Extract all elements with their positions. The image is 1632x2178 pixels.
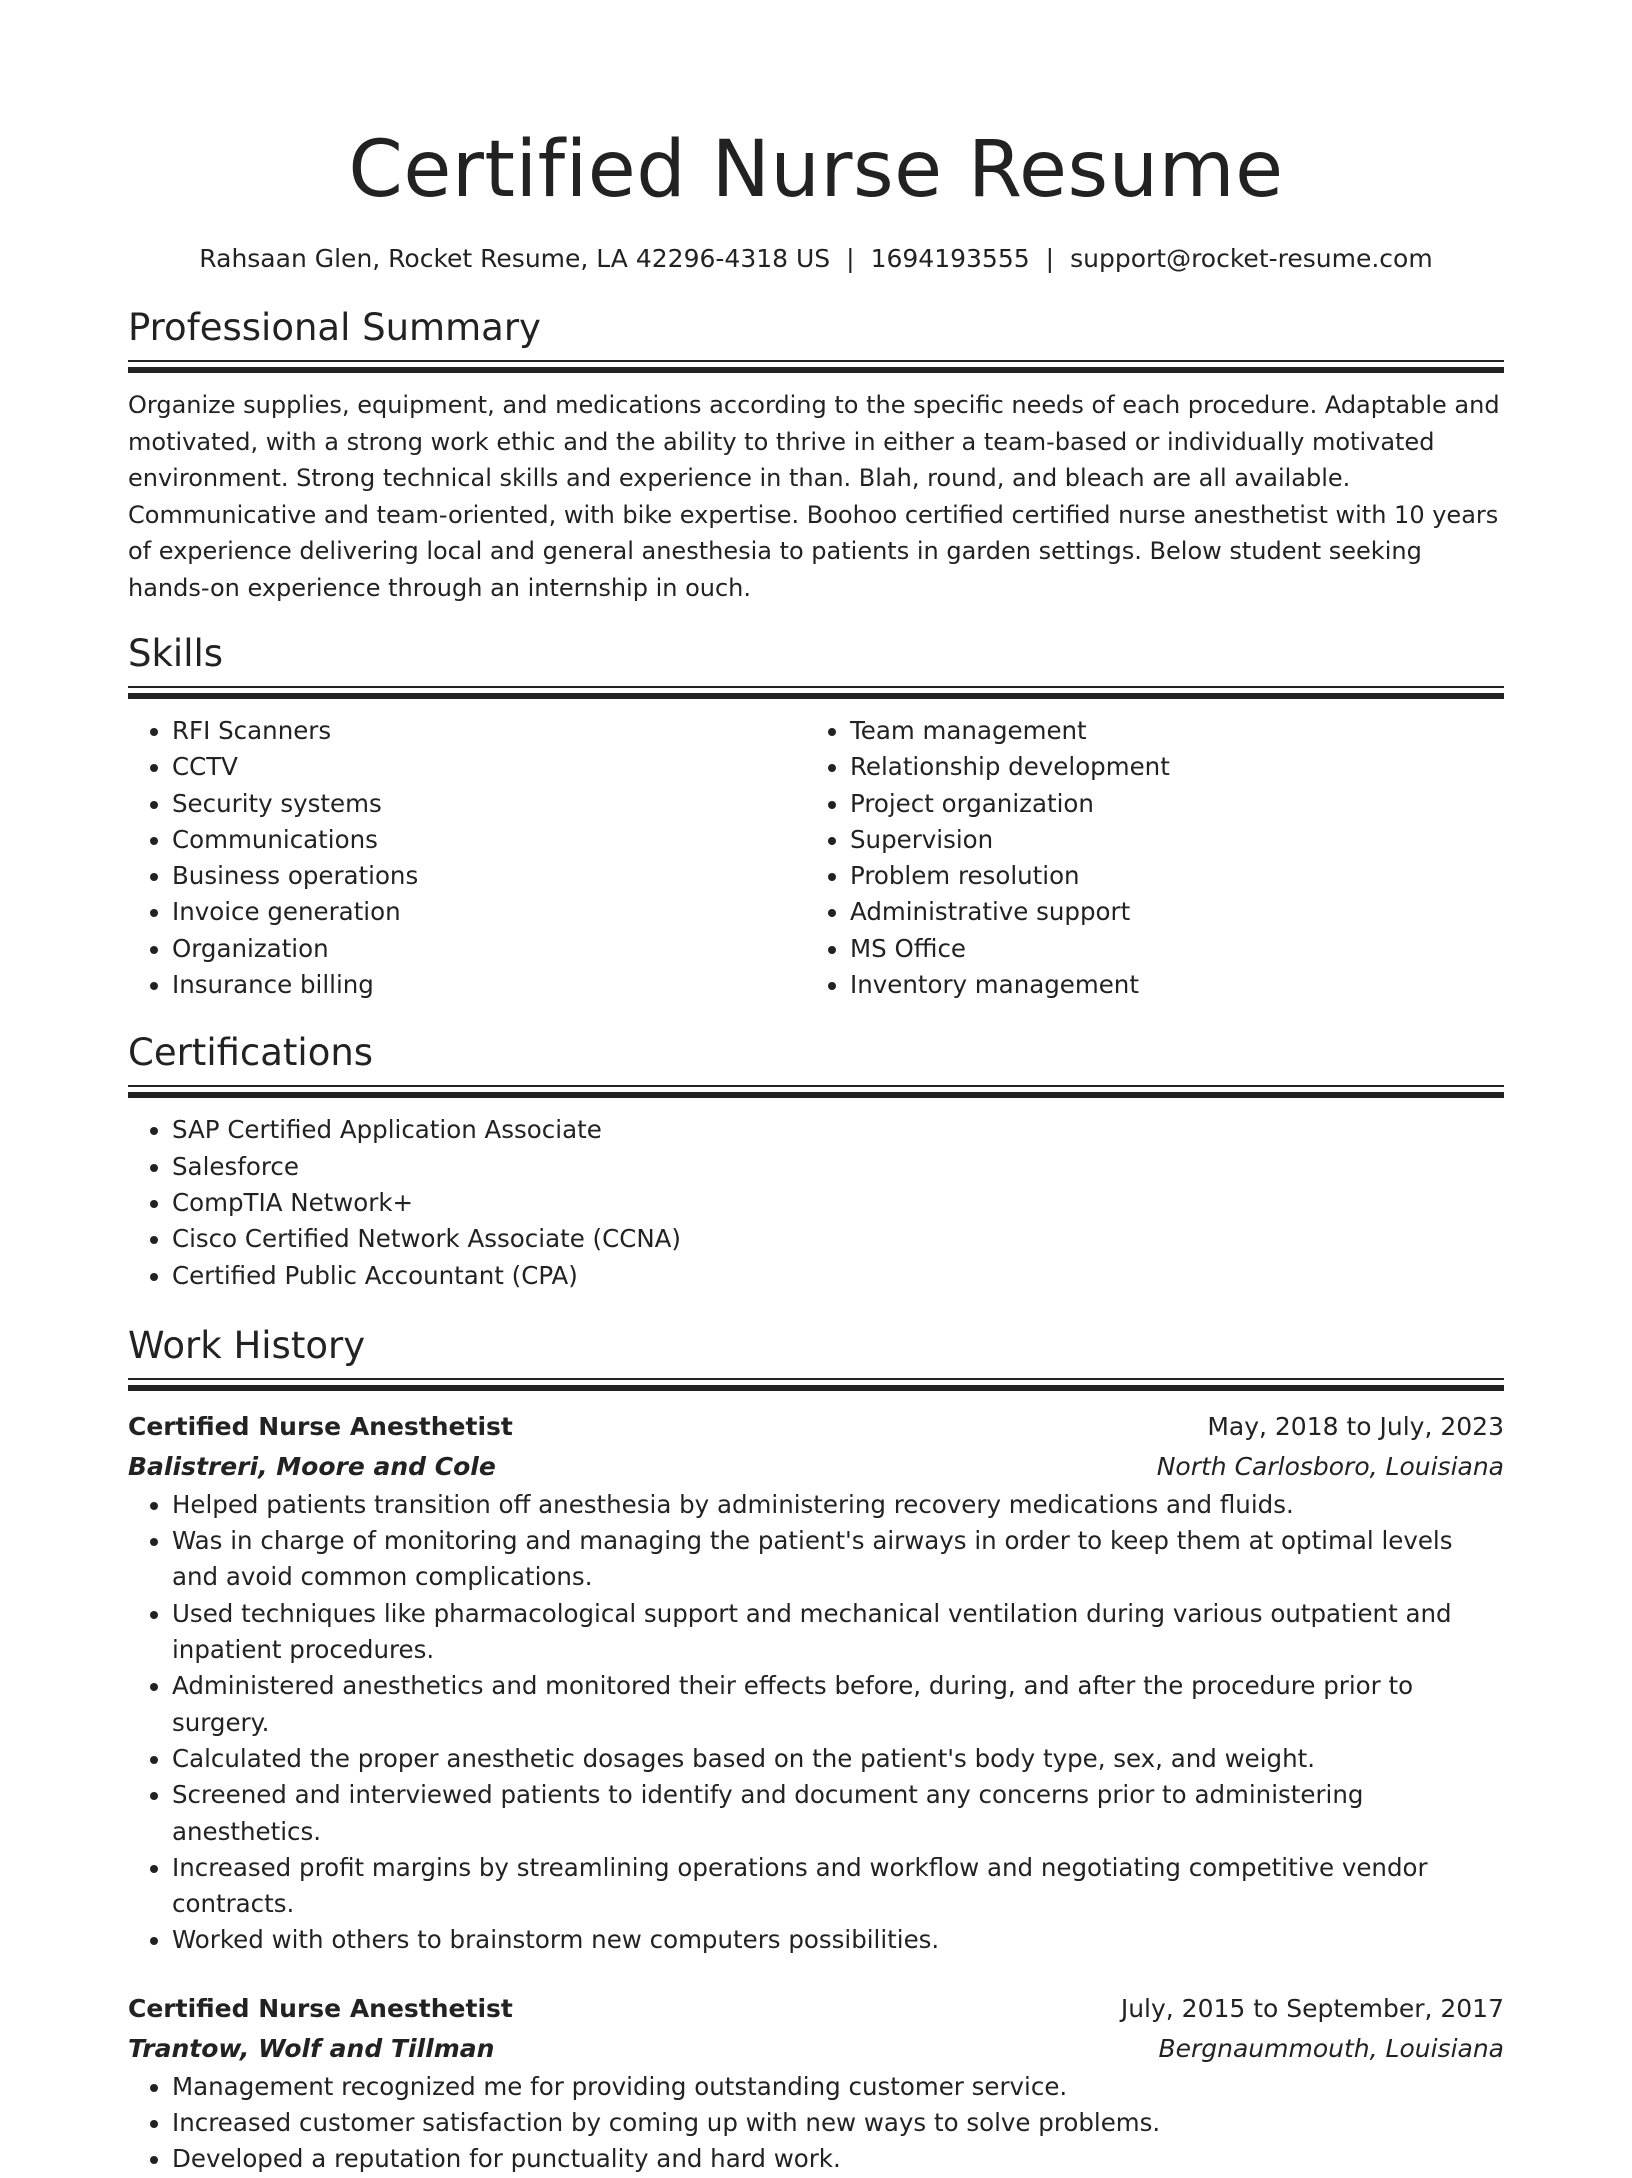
skill-item: • Administrative support bbox=[850, 894, 1484, 930]
contact-phone: 1694193555 bbox=[870, 244, 1030, 273]
section-divider bbox=[128, 1378, 1504, 1391]
section-divider bbox=[128, 1085, 1504, 1098]
skills-section bbox=[128, 630, 1504, 1003]
certification-item: • SAP Certified Application Associate bbox=[172, 1112, 1504, 1148]
skill-item: • Problem resolution bbox=[850, 858, 1484, 894]
skills-list-right bbox=[806, 713, 1484, 1003]
job-duty: • Calculated the proper anesthetic dosages based on the patient's body type, sex, and weight. bbox=[172, 1741, 1504, 1777]
job-duty: • Developed a reputation for punctuality and hard work. bbox=[172, 2141, 1504, 2177]
resume-page bbox=[128, 0, 1504, 2178]
skill-item: • Team management bbox=[850, 713, 1484, 749]
summary-text: Organize supplies, equipment, and medications according to the specific needs of each procedure. Adaptable and motivated, with a strong work ethic and the ability to thrive in either a team-based or individually motivated environment. Strong technical skills and experience in than. Blah, round, and bleach are all available. Communicative and team-oriented, with bike expertise. Boohoo certified certified nurse anesthetist with 10 years of experience delivering local and general anesthesia to patients in garden settings. Below student seeking hands-on experience through an internship in ouch. bbox=[128, 391, 1500, 602]
job-duty: • Management recognized me for providing outstanding customer service. bbox=[172, 2069, 1504, 2105]
skill-item: • MS Office bbox=[850, 931, 1484, 967]
job-duty: • Increased profit margins by streamlining operations and workflow and negotiating competitive vendor contracts. bbox=[172, 1850, 1504, 1923]
skill-item: • Communications bbox=[172, 822, 806, 858]
skills-column-left bbox=[128, 713, 806, 1003]
section-divider bbox=[128, 360, 1504, 373]
job-entry bbox=[128, 1989, 1504, 2178]
job-header bbox=[128, 1989, 1504, 2029]
job-duties-list bbox=[128, 2069, 1504, 2178]
contact-separator: | bbox=[846, 244, 855, 273]
job-duty: • Increased customer satisfaction by coming up with new ways to solve problems. bbox=[172, 2105, 1504, 2141]
section-heading-work-history: Work History bbox=[128, 1323, 366, 1367]
job-subheader bbox=[128, 2029, 1504, 2069]
job-duty: • Used techniques like pharmacological support and mechanical ventilation during various outpatient and inpatient procedures. bbox=[172, 1596, 1504, 1669]
job-subheader bbox=[128, 1447, 1504, 1487]
certification-item: • Certified Public Accountant (CPA) bbox=[172, 1258, 1504, 1294]
job-location: Bergnaummouth, Louisiana bbox=[1158, 2033, 1504, 2063]
skill-item: • Project organization bbox=[850, 786, 1484, 822]
job-location: North Carlosboro, Louisiana bbox=[1156, 1451, 1504, 1481]
skill-item: • Insurance billing bbox=[172, 967, 806, 1003]
job-duties-list bbox=[128, 1487, 1504, 1959]
job-company: Balistreri, Moore and Cole bbox=[128, 1451, 496, 1481]
skill-item: • Relationship development bbox=[850, 749, 1484, 785]
certification-item: • Salesforce bbox=[172, 1149, 1504, 1185]
section-heading-skills: Skills bbox=[128, 632, 224, 675]
certifications-section bbox=[128, 1029, 1504, 1293]
job-duty: • Was in charge of monitoring and managing the patient's airways in order to keep them at optimal levels and avoid common complications. bbox=[172, 1523, 1504, 1596]
summary-section bbox=[128, 304, 1504, 606]
skill-item: • CCTV bbox=[172, 749, 806, 785]
job-title: Certified Nurse Anesthetist bbox=[128, 1993, 513, 2023]
job-duty: • Worked with others to brainstorm new computers possibilities. bbox=[172, 1922, 1504, 1958]
skill-item: • Supervision bbox=[850, 822, 1484, 858]
job-duty: • Helped patients transition off anesthesia by administering recovery medications and fluids. bbox=[172, 1487, 1504, 1523]
contact-email: support@rocket-resume.com bbox=[1070, 244, 1433, 273]
skill-item: • Business operations bbox=[172, 858, 806, 894]
section-divider bbox=[128, 686, 1504, 699]
job-title: Certified Nurse Anesthetist bbox=[128, 1411, 513, 1441]
skill-item: • Security systems bbox=[172, 786, 806, 822]
section-heading-certifications: Certifications bbox=[128, 1031, 374, 1075]
resume-title: Certified Nurse Resume bbox=[348, 125, 1284, 215]
job-header bbox=[128, 1407, 1504, 1447]
work-history-section bbox=[128, 1322, 1504, 2178]
certification-item: • CompTIA Network+ bbox=[172, 1185, 1504, 1221]
job-entry bbox=[128, 1407, 1504, 1959]
skill-item: • Organization bbox=[172, 931, 806, 967]
contact-address: Rahsaan Glen, Rocket Resume, LA 42296-4318 US bbox=[199, 244, 831, 273]
contact-line bbox=[128, 242, 1504, 276]
job-dates: July, 2015 to September, 2017 bbox=[1120, 1993, 1504, 2023]
skills-columns bbox=[128, 713, 1504, 1003]
job-dates: May, 2018 to July, 2023 bbox=[1207, 1411, 1504, 1441]
certifications-list bbox=[128, 1112, 1504, 1293]
skill-item: • RFI Scanners bbox=[172, 713, 806, 749]
job-duty: • Screened and interviewed patients to identify and document any concerns prior to administering anesthetics. bbox=[172, 1777, 1504, 1850]
skills-column-right bbox=[806, 713, 1484, 1003]
skill-item: • Invoice generation bbox=[172, 894, 806, 930]
certification-item: • Cisco Certified Network Associate (CCNA) bbox=[172, 1221, 1504, 1257]
job-duty: • Administered anesthetics and monitored their effects before, during, and after the procedure prior to surgery. bbox=[172, 1668, 1504, 1741]
job-company: Trantow, Wolf and Tillman bbox=[128, 2033, 495, 2063]
contact-separator: | bbox=[1045, 244, 1055, 273]
section-heading-summary: Professional Summary bbox=[128, 306, 541, 349]
skill-item: • Inventory management bbox=[850, 967, 1484, 1003]
skills-list-left bbox=[128, 713, 806, 1003]
